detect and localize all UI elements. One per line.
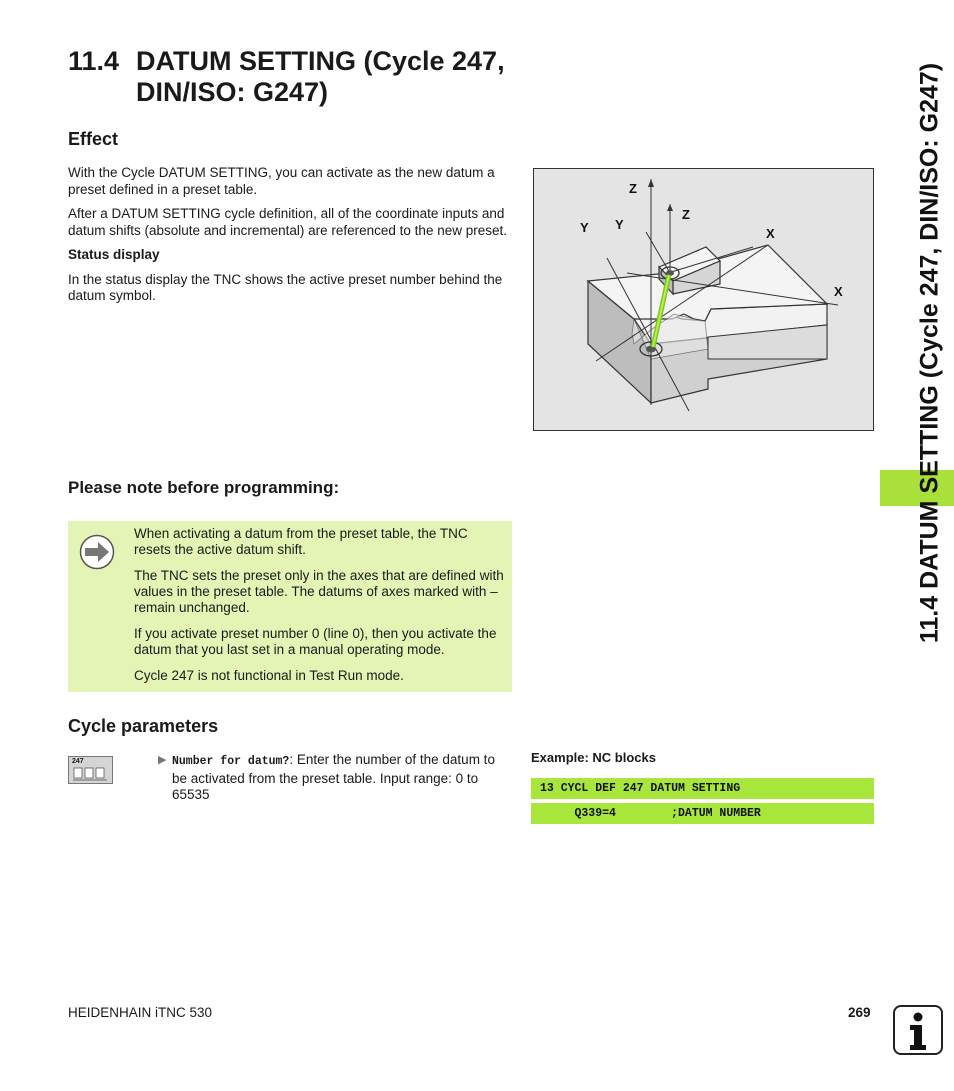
note-text xyxy=(134,526,504,694)
axis-label-z-main: Z xyxy=(629,181,637,196)
side-title-text: 11.4 DATUM SETTING (Cycle 247, DIN/ISO: G247) xyxy=(915,62,944,644)
page-number: 269 xyxy=(848,1005,871,1020)
footer-product: HEIDENHAIN iTNC 530 xyxy=(68,1005,213,1020)
axis-label-z-preset: Z xyxy=(682,207,690,222)
nc-block-2: Q339=4 ;DATUM NUMBER xyxy=(531,803,874,824)
effect-paragraph-2: After a DATUM SETTING cycle definition, all of the coordinate inputs and datum shifts (absolute and incremental) are referenced to the new preset. xyxy=(68,206,507,238)
params-heading: Cycle parameters xyxy=(68,716,219,736)
section-number: 11.4 xyxy=(68,46,120,76)
axis-label-x-main: X xyxy=(834,284,843,299)
title-line-1: DATUM SETTING (Cycle 247, xyxy=(136,46,505,76)
datum-diagram-svg xyxy=(534,169,873,430)
note-item-1: When activating a datum from the preset table, the TNC resets the active datum shift. xyxy=(134,526,468,558)
softkey-label: 247 xyxy=(72,758,84,765)
example-heading: Example: NC blocks xyxy=(531,750,656,765)
info-icon xyxy=(893,1005,943,1055)
axis-label-x-preset: X xyxy=(766,226,775,241)
note-heading: Please note before programming: xyxy=(68,478,340,497)
page-title xyxy=(68,46,505,108)
status-display-heading: Status display xyxy=(68,247,160,262)
axis-label-y-preset: Y xyxy=(615,217,624,232)
effect-paragraph-3: In the status display the TNC shows the active preset number behind the datum symbol. xyxy=(68,271,503,303)
param-name: Number for datum? xyxy=(172,755,290,768)
note-item-2: The TNC sets the preset only in the axes that are defined with values in the preset table. The datums of axes marked with – remain unchanged. xyxy=(134,567,504,616)
side-running-title xyxy=(912,58,948,648)
title-line-2: DIN/ISO: G247) xyxy=(136,77,329,107)
param-q339 xyxy=(172,752,512,804)
effect-paragraph-1: With the Cycle DATUM SETTING, you can activate as the new datum a preset defined in a preset table. xyxy=(68,165,495,197)
datum-diagram xyxy=(533,168,874,431)
param-description: : Enter the number of the datum to be activated from the preset table. Input range: 0 to 65535 xyxy=(172,752,495,802)
nc-block-1: 13 CYCL DEF 247 DATUM SETTING xyxy=(531,778,874,799)
cycle-247-softkey-icon xyxy=(68,756,113,784)
axis-label-y-main: Y xyxy=(580,220,589,235)
effect-text xyxy=(68,165,512,313)
note-item-4: Cycle 247 is not functional in Test Run mode. xyxy=(134,667,404,683)
effect-heading: Effect xyxy=(68,129,119,149)
bullet-triangle-icon: ▶ xyxy=(158,754,167,766)
note-item-3: If you activate preset number 0 (line 0), then you activate the datum that you last set in a manual operating mode. xyxy=(134,626,497,658)
arrow-right-icon xyxy=(79,534,115,570)
